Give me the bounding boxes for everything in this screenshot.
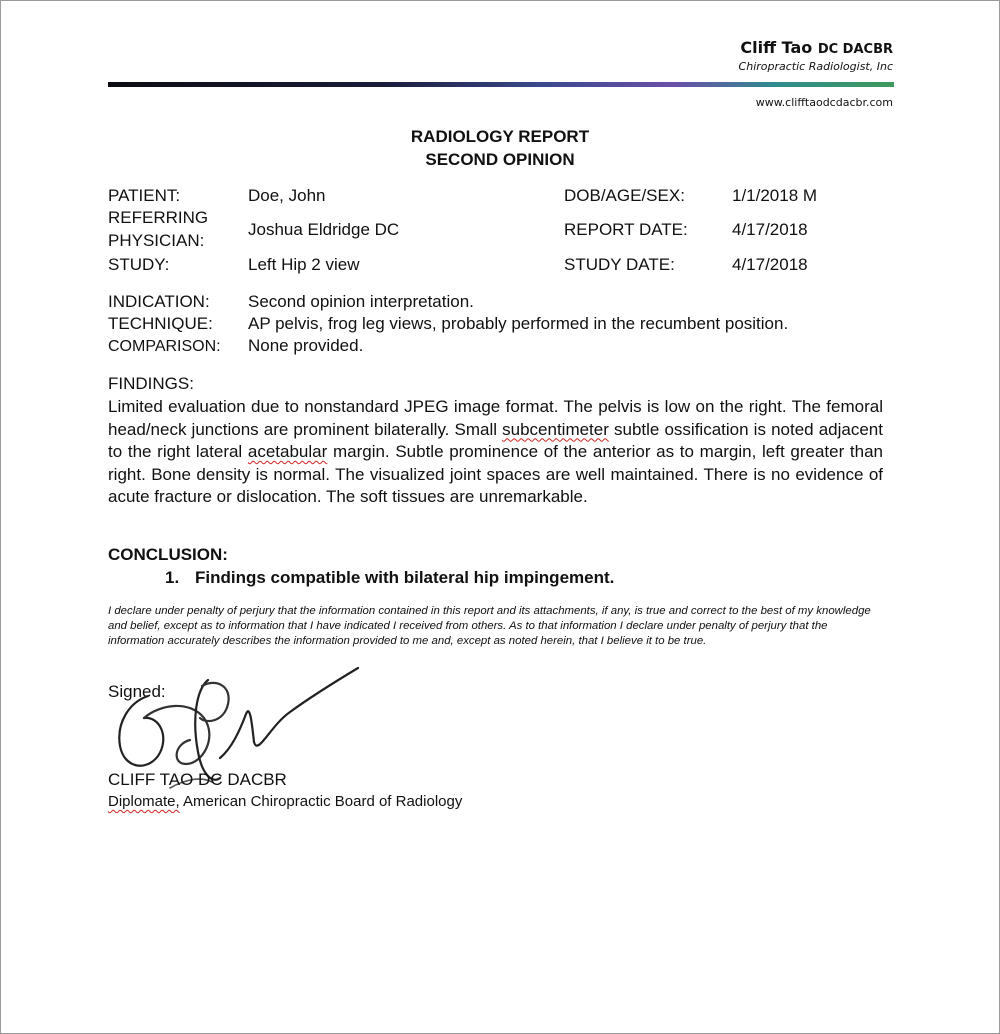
signer-title-rest: American Chiropractic Board of Radiology [179, 793, 463, 810]
findings-text-part3: margin. Subtle prominence of the anterior as to margin, left greater than right. Bone density is normal. The visualized joint spaces are well maintained. There is no evidence of acute fracture or dislocation. The soft tissues are unremarkable. [108, 442, 883, 506]
report-date-value: 4/17/2018 [732, 220, 808, 239]
conclusion-item-number: 1. [165, 568, 180, 587]
findings-text-part2: subtle ossification is noted adjacent to the right lateral [108, 419, 883, 461]
findings-heading: FINDINGS: [108, 374, 194, 393]
report-date-label: REPORT DATE: [564, 220, 688, 239]
study-value: Left Hip 2 view [248, 255, 360, 274]
patient-label: PATIENT: [108, 186, 181, 205]
report-title: RADIOLOGY REPORT [410, 127, 590, 146]
dob-value: 1/1/2018 M [732, 186, 818, 205]
study-date-label: STUDY DATE: [564, 255, 675, 274]
spellcheck-word-diplomate: Diplomate, [108, 793, 180, 810]
signer-name: CLIFF TAO DC DACBR [108, 770, 287, 789]
header-divider-bar [108, 82, 894, 87]
technique-value: AP pelvis, frog leg views, probably performed in the recumbent position. [248, 314, 789, 333]
signer-title [108, 793, 462, 810]
comparison-label: COMPARISON: [108, 338, 221, 355]
header-name [740, 38, 893, 57]
header-subtitle: Chiropractic Radiologist, Inc [738, 60, 893, 73]
dob-label: DOB/AGE/SEX: [564, 186, 685, 205]
conclusion-heading: CONCLUSION: [108, 545, 228, 564]
declaration-text: I declare under penalty of perjury that the information contained in this report and its attachments, if any, is true and correct to the best of my knowledge and belief, except as to information that I have indicated I received from others. As to that information I declare under penalty of perjury that the information accurately describes the information provided to me and, except as noted herein, that I believe it to be true. [108, 605, 871, 647]
technique-label: TECHNIQUE: [108, 314, 213, 333]
findings-paragraph [108, 396, 883, 509]
referring-label-line1: REFERRING [108, 208, 209, 227]
signed-label: Signed: [108, 682, 166, 701]
study-date-value: 4/17/2018 [732, 255, 808, 274]
conclusion-item-text: Findings compatible with bilateral hip impingement. [195, 568, 615, 587]
study-label: STUDY: [108, 255, 170, 274]
header-name-text: Cliff Tao [740, 38, 813, 57]
referring-value: Joshua Eldridge DC [248, 220, 400, 239]
header-website: www.clifftaodcdacbr.com [755, 96, 893, 109]
indication-value: Second opinion interpretation. [248, 292, 474, 311]
findings-text-part1: Limited evaluation due to nonstandard JPEG image format. The pelvis is low on the right. The femoral head/neck junctions are prominent bilaterally. Small [108, 397, 883, 439]
spellcheck-word-subcentimeter: subcentimeter [502, 419, 609, 439]
comparison-value: None provided. [248, 336, 364, 355]
referring-label-line2: PHYSICIAN: [108, 231, 205, 250]
report-subtitle: SECOND OPINION [425, 150, 575, 169]
spellcheck-word-acetabular: acetabular [247, 442, 328, 461]
header-credentials: DC DACBR [817, 42, 893, 57]
patient-value: Doe, John [248, 186, 326, 205]
indication-label: INDICATION: [108, 292, 210, 311]
conclusion-item [165, 568, 614, 588]
